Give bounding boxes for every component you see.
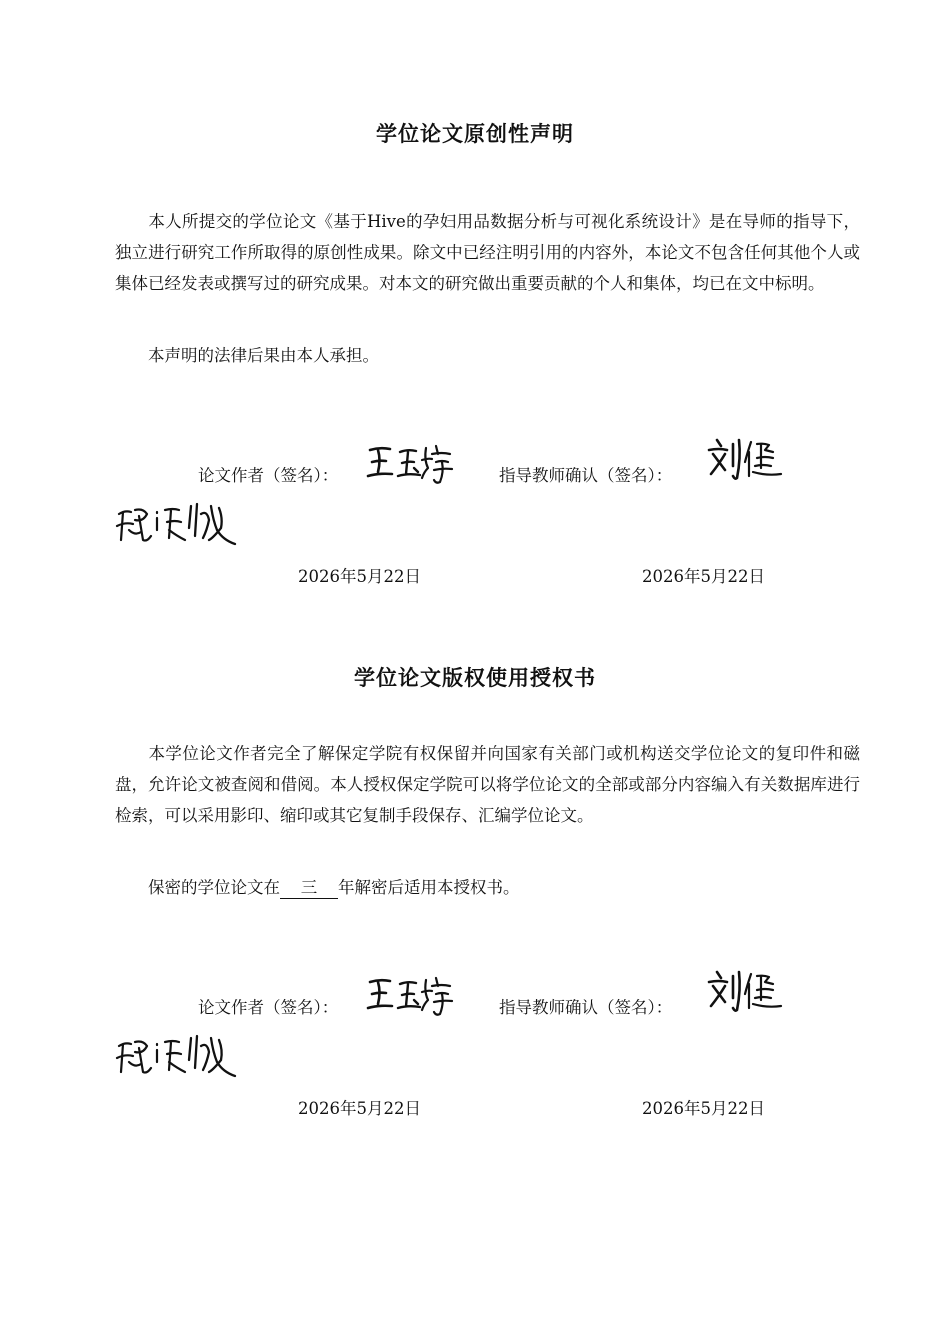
authorization-supervisor-label: 指导教师确认（签名）： [499, 998, 673, 1017]
declaration-paragraph-2: 本声明的法律后果由本人承担。 [148, 346, 379, 365]
authorization-title: 学位论文版权使用授权书 [354, 666, 596, 690]
authorization-supervisor-date: 2026年5月22日 [642, 1099, 765, 1118]
authorization-author-label: 论文作者（签名）： [198, 998, 339, 1017]
declaration-supervisor-label: 指导教师确认（签名）： [499, 466, 673, 485]
secrecy-statement: 保密的学位论文在 三 年解密后适用本授权书。 [148, 874, 520, 899]
authorization-author-date: 2026年5月22日 [298, 1099, 421, 1118]
extra-signature-1 [113, 500, 239, 548]
extra-signature-2 [113, 1032, 239, 1080]
author-signature-2 [364, 974, 456, 1018]
declaration-author-label: 论文作者（签名）： [198, 466, 339, 485]
declaration-paragraph-1: 本人所提交的学位论文《基于Hive的孕妇用品数据分析与可视化系统设计》是在导师的指导下，独立进行研究工作所取得的原创性成果。除文中已经注明引用的内容外，本论文不包含任何其他个人或集体已经发表或撰写过的研究成果。对本文的研究做出重要贡献的个人和集体，均已在文中标明。 [115, 212, 860, 293]
supervisor-signature-2 [705, 968, 785, 1014]
supervisor-signature-1 [705, 436, 785, 482]
declaration-title: 学位论文原创性声明 [376, 122, 574, 146]
secrecy-years-blank: 三 [280, 874, 338, 899]
author-signature-1 [364, 442, 456, 486]
declaration-author-date: 2026年5月22日 [298, 567, 421, 586]
authorization-paragraph-1: 本学位论文作者完全了解保定学院有权保留并向国家有关部门或机构送交学位论文的复印件和磁盘，允许论文被查阅和借阅。本人授权保定学院可以将学位论文的全部或部分内容编入有关数据库进行检索，可以采用影印、缩印或其它复制手段保存、汇编学位论文。 [115, 744, 860, 825]
declaration-supervisor-date: 2026年5月22日 [642, 567, 765, 586]
